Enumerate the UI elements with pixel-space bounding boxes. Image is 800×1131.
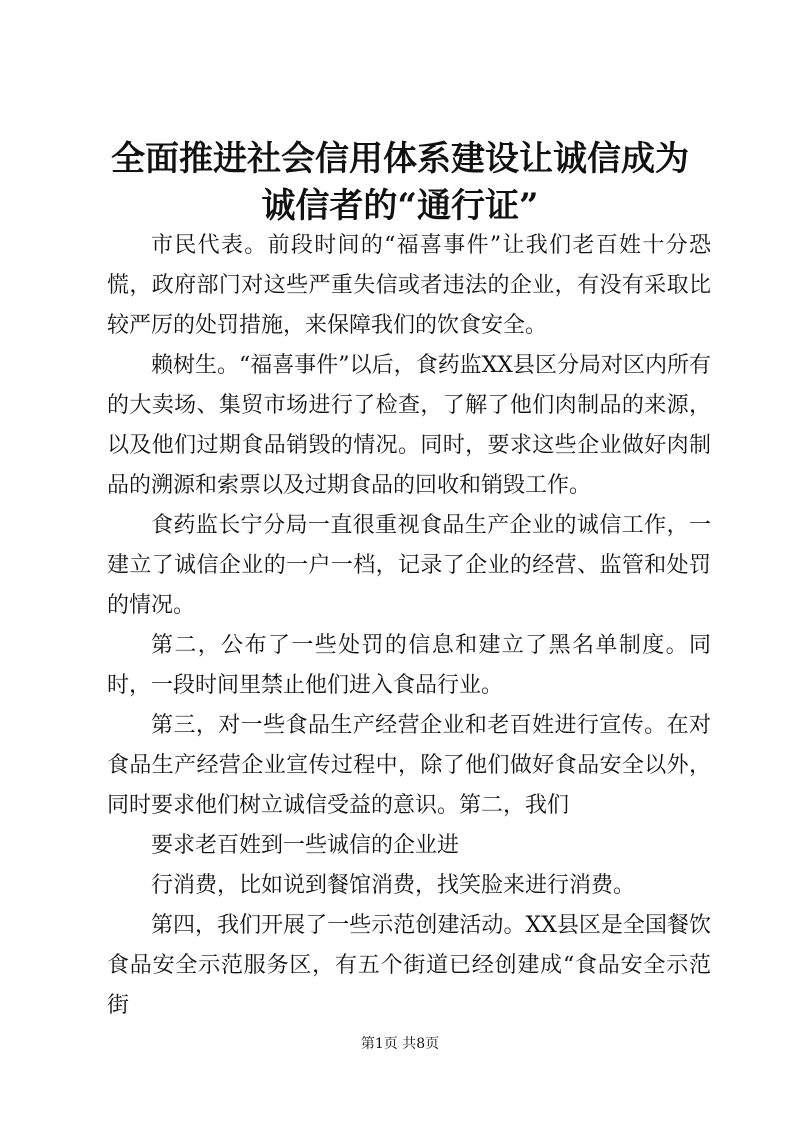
- paragraph: 要求老百姓到一些诚信的企业进: [151, 833, 460, 858]
- paragraph: 食药监长宁分局一直很重视食品生产企业的诚信工作，一建立了诚信企业的一户一档，记录了企业的经营、监管和处罚的情况。: [107, 513, 711, 618]
- paragraph: 行消费，比如说到餐馆消费，找笑脸来进行消费。: [151, 873, 636, 898]
- paragraph: 赖树生。“福喜事件”以后，食药监XX县区分局对区内所有的大卖场、集贸市场进行了检查，了解了他们肉制品的来源，以及他们过期食品销毁的情况。同时，要求这些企业做好肉制品的溯源和索票以及过期食品的回收和销毁工作。: [107, 353, 711, 498]
- paragraph: 第二，公布了一些处罚的信息和建立了黑名单制度。同时，一段时间里禁止他们进入食品行业。: [107, 633, 711, 698]
- page-footer: 第1页 共8页: [360, 1036, 440, 1052]
- document-title: 全面推进社会信用体系建设让诚信成为诚信者的“通行证”: [111, 139, 689, 226]
- paragraph: 第三，对一些食品生产经营企业和老百姓进行宣传。在对食品生产经营企业宣传过程中，除了他们做好食品安全以外，同时要求他们树立诚信受益的意识。第二，我们: [107, 713, 711, 818]
- document-body: [107, 226, 711, 1026]
- paragraph: 市民代表。前段时间的“福喜事件”让我们老百姓十分恐慌，政府部门对这些严重失信或者违法的企业，有没有采取比较严厉的处罚措施，来保障我们的饮食安全。: [107, 233, 711, 338]
- paragraph: 第四，我们开展了一些示范创建活动。XX县区是全国餐饮食品安全示范服务区，有五个街道已经创建成“食品安全示范街: [107, 913, 711, 1018]
